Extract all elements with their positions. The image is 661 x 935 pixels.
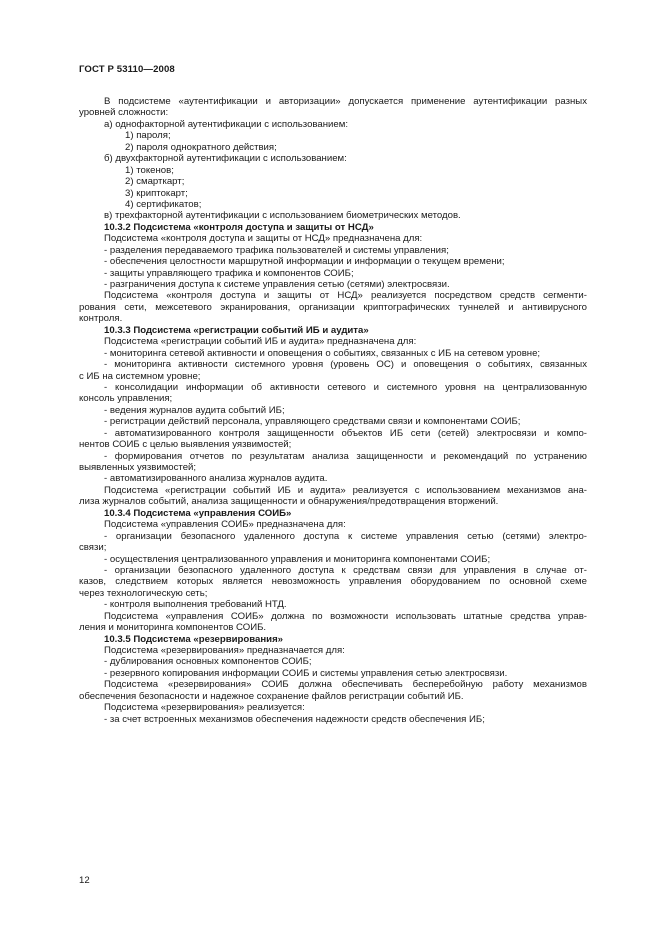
text-line: - контроля выполнения требований НТД. <box>104 599 287 611</box>
text-line: Подсистема «контроля доступа и защиты от НСД» предназначена для: <box>104 233 423 245</box>
text-line: - дублирования основных компонентов СОИБ; <box>104 656 312 668</box>
text-line: с ИБ на системном уровне; <box>79 370 201 382</box>
text-line: Подсистема «управления СОИБ» предназначена для: <box>104 519 346 531</box>
text-line: - консолидации информации об активности сетевого и системного уровня на централизованную <box>104 381 587 393</box>
text-line: Подсистема «резервирования» реализуется: <box>104 702 305 714</box>
text-line: - защиты управляющего трафика и компонентов СОИБ; <box>104 267 354 279</box>
text-line: Подсистема «регистрации событий ИБ и аудита» реализуется с использованием механизмов ана- <box>104 484 587 496</box>
text-line: Подсистема «контроля доступа и защиты от НСД» реализуется посредством средств сегменти- <box>104 290 587 302</box>
text-line: Подсистема «резервирования» предназначается для: <box>104 645 345 656</box>
text-line: - мониторинга активности системного уровня (уровень ОС) и оповещения о событиях, связанных <box>104 359 587 371</box>
text-line: связи; <box>79 542 107 554</box>
text-line: - мониторинга сетевой активности и оповещения о событиях, связанных с ИБ на сетевом уровне; <box>104 347 541 359</box>
text-line: - регистрации действий персонала, управляющего средствами связи и компонентами СОИБ; <box>104 416 521 428</box>
text-line: нентов СОИБ с целью выявления уязвимостей; <box>79 439 292 451</box>
text-line: б) двухфакторной аутентификации с использованием: <box>104 153 347 165</box>
text-line: - разграничения доступа к системе управления сетью (сетями) электросвязи. <box>104 279 450 290</box>
text-line: контроля. <box>79 313 123 325</box>
text-line: В подсистеме «аутентификации и авторизации» допускается применение аутентификации разных <box>104 96 587 107</box>
text-line: консоль управления; <box>79 393 173 405</box>
text-line: обеспечения безопасности и надежное сохранение файлов регистрации событий ИБ. <box>79 690 464 702</box>
text-line: а) однофакторной аутентификации с использованием: <box>104 118 349 130</box>
page-number: 12 <box>79 875 90 886</box>
section-heading: 10.3.3 Подсистема «регистрации событий ИБ и аудита» <box>104 324 369 336</box>
text-line: рования сети, межсетевого экранирования, организации криптографических туннелей и антивирусного <box>79 301 587 313</box>
text-line: Подсистема «управления СОИБ» должна по возможности использовать штатные средства управ- <box>104 610 587 622</box>
text-line: - обеспечения целостности маршрутной информации и информации о текущем времени; <box>104 256 505 268</box>
section-heading: 10.3.5 Подсистема «резервирования» <box>104 633 283 645</box>
section-heading: 10.3.4 Подсистема «управления СОИБ» <box>104 507 292 519</box>
text-line: 4) сертификатов; <box>125 198 202 210</box>
text-line: - за счет встроенных механизмов обеспечения надежности средств обеспечения ИБ; <box>104 713 485 725</box>
text-line: - формирования отчетов по результатам анализа защищенности и рекомендаций по устранению <box>104 450 587 462</box>
document-body <box>79 96 587 725</box>
text-line: через технологическую сеть; <box>79 587 208 599</box>
text-line: - разделения передаваемого трафика пользователей и системы управления; <box>104 244 449 256</box>
text-line: - автоматизированного контроля защищенности объектов ИБ сети (сетей) электросвязи и компо- <box>104 427 587 439</box>
text-line: - организации безопасного удаленного доступа к системе управления сетью (сетями) электро- <box>104 530 587 542</box>
text-line: Подсистема «резервирования» СОИБ должна обеспечивать бесперебойную работу механизмов <box>104 679 587 691</box>
text-line: в) трехфакторной аутентификации с использованием биометрических методов. <box>104 210 461 222</box>
text-line: ления и мониторинга компонентов СОИБ. <box>79 622 267 634</box>
text-line: - резервного копирования информации СОИБ и системы управления сетью электросвязи. <box>104 667 508 679</box>
text-line: выявленных уязвимостей; <box>79 462 197 473</box>
text-line: 3) криптокарт; <box>125 187 188 199</box>
text-line: 2) пароля однократного действия; <box>125 141 277 153</box>
text-line: 1) пароля; <box>125 130 171 142</box>
section-heading: 10.3.2 Подсистема «контроля доступа и защиты от НСД» <box>104 221 374 233</box>
text-line: Подсистема «регистрации событий ИБ и аудита» предназначена для: <box>104 336 417 348</box>
text-line: - автоматизированного анализа журналов аудита. <box>104 473 328 485</box>
text-line: лиза журналов событий, анализа защищенности и обнаружения/предотвращения вторжений. <box>79 496 499 508</box>
text-line: уровней сложности: <box>79 107 169 119</box>
text-line: - осуществления централизованного управления и мониторинга компонентами СОИБ; <box>104 553 491 565</box>
text-line: - ведения журналов аудита событий ИБ; <box>104 404 285 416</box>
text-line: 2) смарткарт; <box>125 176 185 188</box>
standard-code: ГОСТ Р 53110—2008 <box>79 64 175 75</box>
text-line: - организации безопасного удаленного доступа к средствам связи для управления в случае от- <box>104 564 587 576</box>
text-line: 1) токенов; <box>125 164 174 176</box>
text-line: казов, следствием которых является невозможность управления оборудованием по основной схеме <box>79 576 587 588</box>
